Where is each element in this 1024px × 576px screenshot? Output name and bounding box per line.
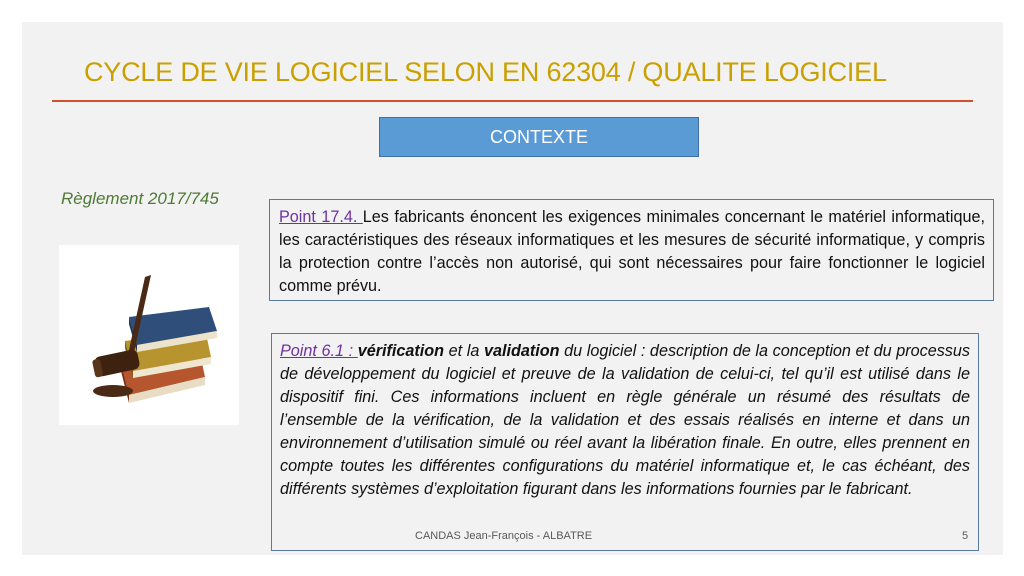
- point-17-4-box: [269, 199, 994, 301]
- context-banner: [379, 117, 699, 157]
- point-17-4-reference[interactable]: Point 17.4.: [279, 208, 363, 226]
- verification-term: vérification: [357, 342, 445, 360]
- point-6-1-box: [271, 333, 979, 551]
- footer-author: CANDAS Jean-François - ALBATRE: [415, 530, 593, 542]
- context-label: CONTEXTE: [489, 126, 588, 147]
- point-17-4-text: Les fabricants énoncent les exigences minimales concernant le matériel informatique, les caractéristiques des réseaux informatiques et les mesures de sécurité informatique, y compris la protection contre l’accès non autorisé, qui sont nécessaires pour faire fonctionner le logiciel comme prévu.: [279, 208, 985, 295]
- point-6-1-connector: et la: [444, 342, 484, 360]
- books-and-gavel-icon: [59, 245, 239, 425]
- page-number: 5: [962, 530, 969, 542]
- books-gavel-illustration: [59, 245, 239, 425]
- point-6-1-text: du logiciel : description de la conception et du processus de développement du logiciel et preuve de la validation de celui-ci, tel qu’il est utilisé dans le dispositif fini. Ces informations incluent en règle générale un résumé des résultats de l’ensemble de la vérification, de la validation et des essais réalisés en interne et dans un environnement d’utilisation simulé ou réel avant la libération finale. En outre, elles prennent en compte toutes les différentes configurations du matériel informatique et, le cas échéant, des différents systèmes d’exploitation figurant dans les informations fournies par le fabricant.: [280, 342, 971, 498]
- title-underline: [52, 100, 973, 102]
- validation-term: validation: [483, 342, 560, 360]
- regulation-label: Règlement 2017/745: [61, 189, 219, 208]
- slide-title: CYCLE DE VIE LOGICIEL SELON EN 62304 / QUALITE LOGICIEL: [84, 57, 887, 87]
- slide: [22, 22, 1003, 555]
- point-6-1-reference[interactable]: Point 6.1 :: [280, 342, 358, 360]
